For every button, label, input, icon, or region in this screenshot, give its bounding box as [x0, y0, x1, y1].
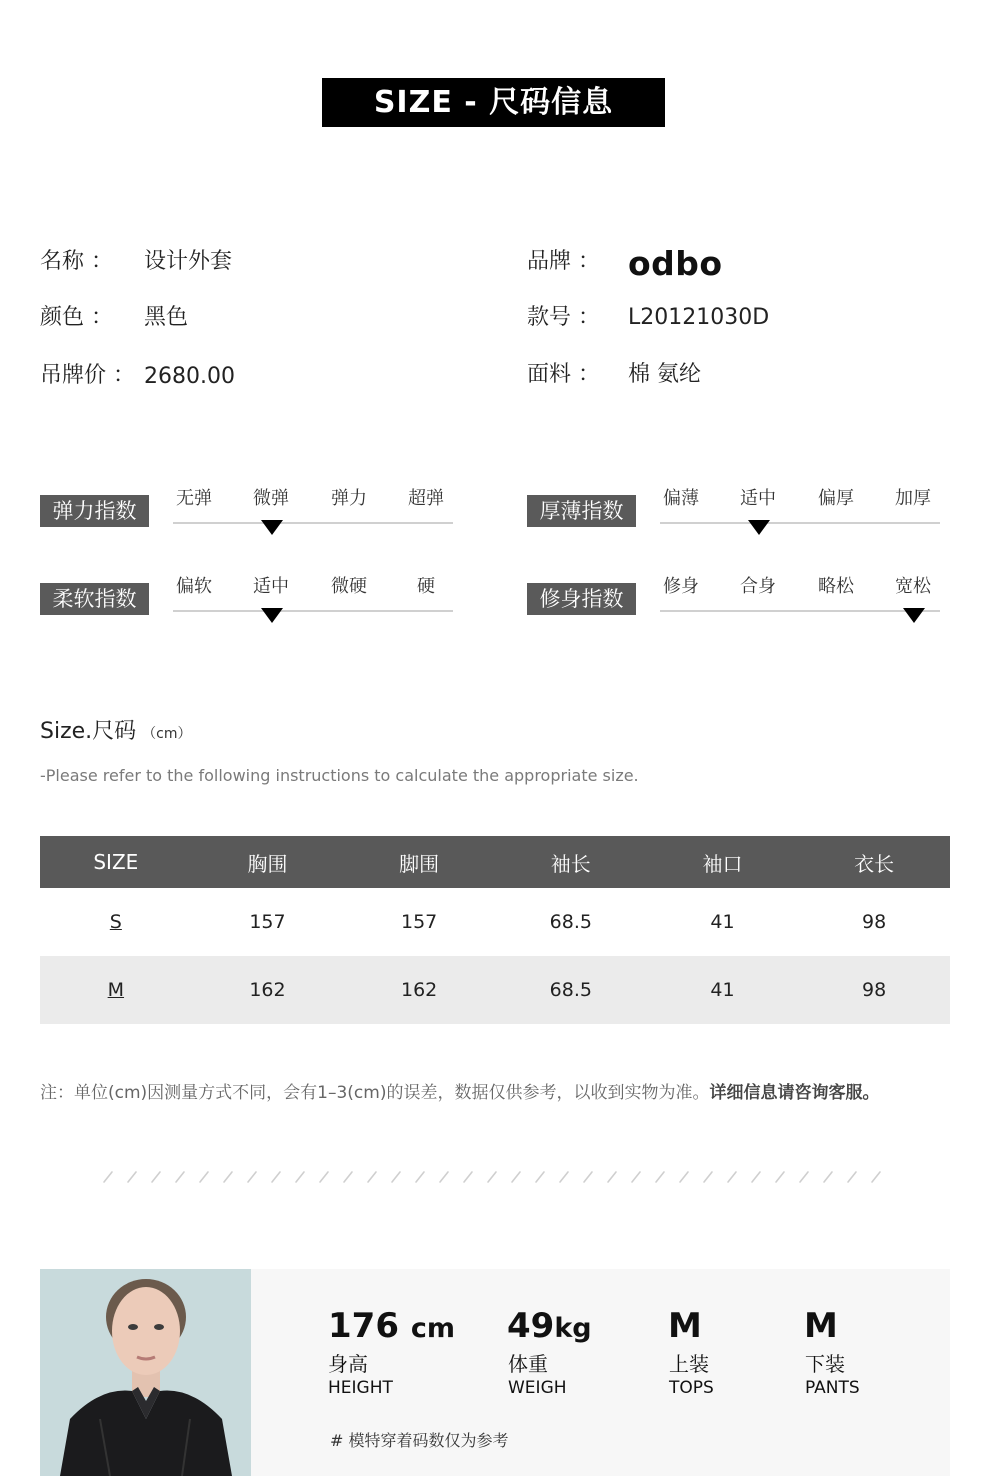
size-table-header-row [40, 836, 950, 888]
fit-option: 修身 [663, 576, 699, 597]
thickness-scale-line [660, 522, 940, 524]
softness-option: 微硬 [331, 576, 367, 597]
elasticity-option: 弹力 [331, 488, 367, 509]
divider-slash [272, 1172, 280, 1182]
table-cell: 157 [401, 911, 438, 933]
divider-slash [104, 1172, 112, 1182]
divider-slash [704, 1172, 712, 1182]
divider-slash [416, 1172, 424, 1182]
model-weight-label-en: WEIGH [508, 1378, 567, 1398]
size-instruction: -Please refer to the following instructions to calculate the appropriate size. [40, 766, 639, 785]
sku-label: 款号 ： [527, 305, 600, 330]
divider-slash [464, 1172, 472, 1182]
table-cell: 68.5 [549, 911, 592, 933]
divider-slash [560, 1172, 568, 1182]
elasticity-index-tag: 弹力指数 [40, 495, 149, 527]
divider-slash [128, 1172, 136, 1182]
softness-index-scale [173, 572, 453, 622]
price-value: 2680.00 [144, 364, 235, 389]
model-photo [40, 1269, 251, 1476]
divider-slash [512, 1172, 520, 1182]
size-table-header: 袖口 [647, 836, 799, 888]
thickness-index-tag: 厚薄指数 [527, 495, 636, 527]
table-row [40, 888, 950, 956]
size-unit: （cm） [142, 726, 192, 742]
divider-slash [320, 1172, 328, 1182]
divider-slash [584, 1172, 592, 1182]
brand-logo: odbo [628, 244, 723, 283]
fabric-value: 棉 氨纶 [628, 362, 701, 387]
model-height-value [328, 1308, 455, 1347]
elasticity-option: 超弹 [408, 488, 444, 509]
model-pants-label-en: PANTS [805, 1378, 860, 1398]
size-table [40, 836, 950, 1024]
divider-slash [152, 1172, 160, 1182]
table-cell: 162 [192, 956, 344, 1024]
divider-slash [368, 1172, 376, 1182]
divider-slash [752, 1172, 760, 1182]
color-label: 颜色 ： [40, 305, 113, 330]
softness-marker-icon [261, 608, 283, 623]
thickness-option: 偏薄 [663, 488, 699, 509]
slash-divider [100, 1168, 890, 1186]
model-weight-label: 体重 [508, 1352, 548, 1376]
table-cell: 162 [343, 956, 495, 1024]
thickness-index-scale [660, 484, 940, 534]
table-cell: 68.5 [495, 956, 647, 1024]
model-height-number: 176 [328, 1306, 399, 1346]
thickness-option: 加厚 [895, 488, 931, 509]
divider-slash [344, 1172, 352, 1182]
footnote-text: 注：单位(cm)因测量方式不同，会有1–3(cm)的误差，数据仅供参考，以收到实物为准。 [40, 1083, 710, 1103]
model-height-label-en: HEIGHT [328, 1378, 393, 1398]
model-tops-label-en: TOPS [669, 1378, 714, 1398]
size-cell: S [109, 911, 122, 933]
softness-option: 偏软 [176, 576, 212, 597]
fit-option: 合身 [740, 576, 776, 597]
divider-slash [392, 1172, 400, 1182]
model-pants-size: M [804, 1306, 838, 1346]
divider-slash [632, 1172, 640, 1182]
table-cell: 41 [710, 911, 735, 933]
softness-index-tag: 柔软指数 [40, 583, 149, 615]
divider-slash [680, 1172, 688, 1182]
divider-slash [296, 1172, 304, 1182]
divider-slash [176, 1172, 184, 1182]
elasticity-option: 无弹 [176, 488, 212, 509]
divider-slash [224, 1172, 232, 1182]
divider-slash [200, 1172, 208, 1182]
name-value: 设计外套 [144, 249, 233, 274]
divider-slash [848, 1172, 856, 1182]
thickness-option: 适中 [740, 488, 776, 509]
size-table-header: 袖长 [495, 836, 647, 888]
divider-slash [800, 1172, 808, 1182]
elasticity-index-scale [173, 484, 453, 534]
table-cell: 98 [798, 956, 950, 1024]
size-heading-text: Size.尺码 [40, 719, 137, 744]
brand-label: 品牌 ： [527, 249, 600, 274]
model-weight-value [507, 1308, 592, 1347]
thickness-marker-icon [748, 520, 770, 535]
divider-slash [824, 1172, 832, 1182]
model-weight-unit: kg [554, 1313, 592, 1344]
model-pants-label: 下装 [805, 1352, 845, 1376]
model-height-unit: cm [410, 1313, 455, 1344]
elasticity-option: 微弹 [253, 488, 289, 509]
model-tops-label: 上装 [669, 1352, 709, 1376]
table-cell: 98 [862, 911, 887, 933]
fabric-label: 面料 ： [527, 362, 600, 387]
footnote-bold: 详细信息请咨询客服。 [709, 1083, 880, 1103]
elasticity-marker-icon [261, 520, 283, 535]
model-size-note: # 模特穿着码数仅为参考 [330, 1431, 509, 1450]
size-table-header: 脚围 [343, 836, 495, 888]
model-height-label: 身高 [328, 1352, 368, 1376]
thickness-option: 偏厚 [818, 488, 854, 509]
fit-index-tag: 修身指数 [527, 583, 636, 615]
measurement-footnote [40, 1078, 879, 1103]
fit-scale-line [660, 610, 940, 612]
elasticity-scale-line [173, 522, 453, 524]
model-weight-number: 49 [507, 1306, 555, 1346]
size-heading [40, 714, 192, 745]
divider-slash [608, 1172, 616, 1182]
size-table-header: 胸围 [192, 836, 344, 888]
divider-slash [656, 1172, 664, 1182]
divider-slash [440, 1172, 448, 1182]
fit-option: 宽松 [895, 576, 931, 597]
color-value: 黑色 [144, 305, 189, 330]
fit-option: 略松 [818, 576, 854, 597]
divider-slash [728, 1172, 736, 1182]
table-cell: 41 [647, 956, 799, 1024]
price-label: 吊牌价 ： [40, 363, 135, 388]
divider-slash [248, 1172, 256, 1182]
softness-option: 硬 [417, 576, 435, 597]
divider-slash [536, 1172, 544, 1182]
size-table-header: SIZE [40, 836, 192, 888]
name-label: 名称 ： [40, 249, 113, 274]
fit-marker-icon [903, 608, 925, 623]
page-title: SIZE - 尺码信息 [322, 78, 665, 127]
size-cell: M [40, 956, 192, 1024]
softness-option: 适中 [253, 576, 289, 597]
table-row [40, 956, 950, 1024]
size-table-header: 衣长 [798, 836, 950, 888]
sku-value: L20121030D [628, 305, 770, 330]
model-tops-size: M [668, 1306, 702, 1346]
divider-slash [872, 1172, 880, 1182]
fit-index-scale [660, 572, 940, 622]
divider-slash [776, 1172, 784, 1182]
divider-slash [488, 1172, 496, 1182]
softness-scale-line [173, 610, 453, 612]
table-cell: 157 [249, 911, 286, 933]
